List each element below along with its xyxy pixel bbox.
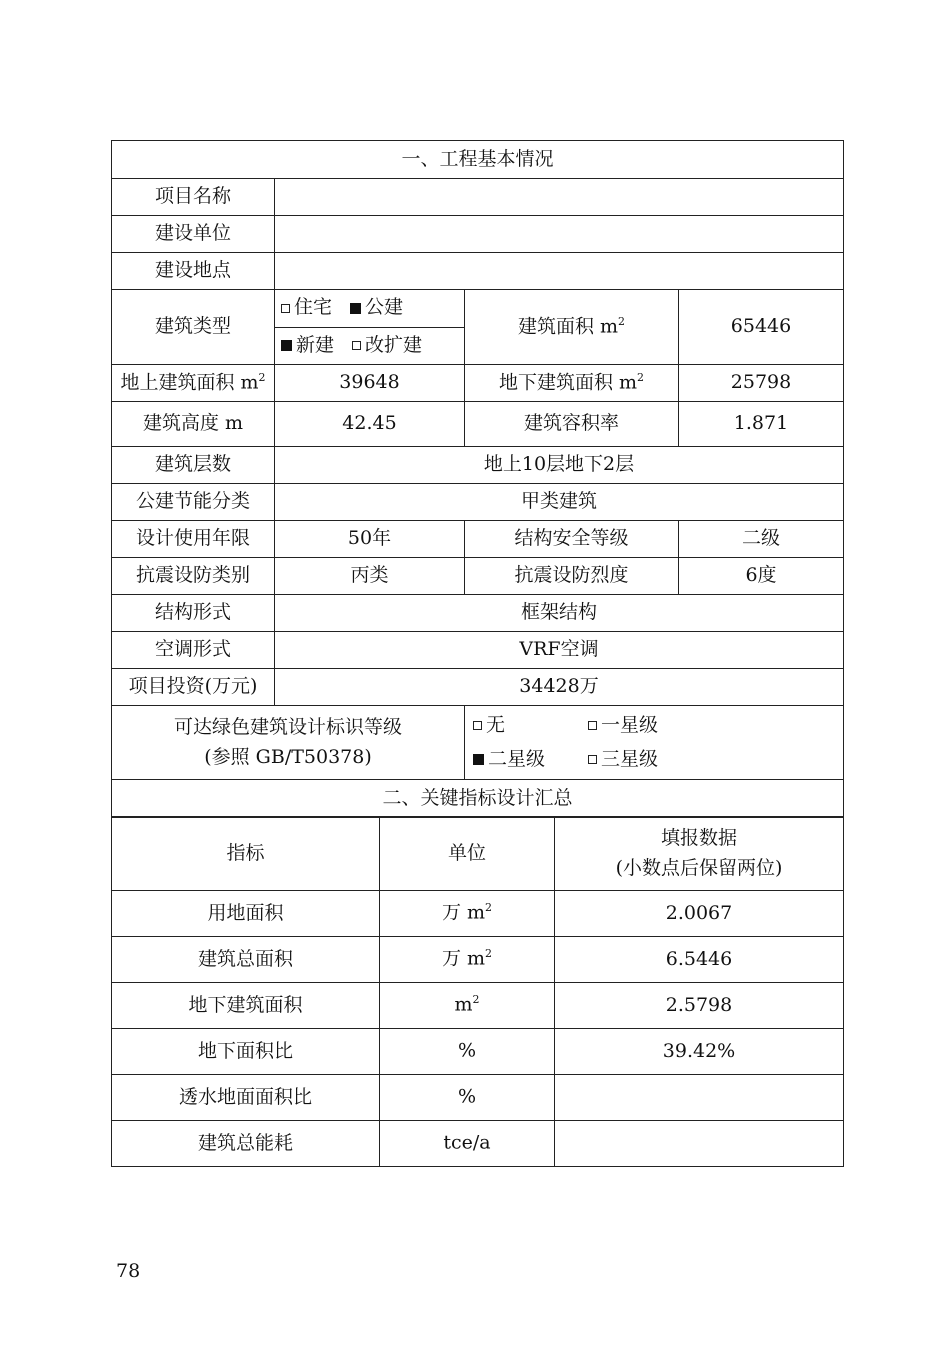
header-unit: 单位 <box>380 817 555 891</box>
value-cell: 39.42% <box>555 1029 844 1075</box>
basic-info-table <box>111 140 844 818</box>
builder-label: 建设单位 <box>112 216 275 253</box>
total-area-label: 建筑面积 $m^2$ <box>465 290 679 365</box>
indicator-cell: 建筑总面积 <box>112 937 380 983</box>
value-cell: 2.0067 <box>555 891 844 937</box>
page-number: 78 <box>116 1260 141 1282</box>
total-area-value: 65446 <box>679 290 844 365</box>
seismic-intensity-value: 6度 <box>679 558 844 595</box>
safety-grade-value: 二级 <box>679 521 844 558</box>
energy-class-label: 公建节能分类 <box>112 484 275 521</box>
option-two-star[interactable]: 二星级 <box>473 748 588 772</box>
option-none[interactable]: 无 <box>473 714 588 738</box>
hvac-value: VRF空调 <box>275 632 844 669</box>
design-life-label: 设计使用年限 <box>112 521 275 558</box>
table-row <box>112 1121 844 1167</box>
header-data: 填报数据 (小数点后保留两位) <box>555 817 844 891</box>
location-value <box>275 253 844 290</box>
builder-value <box>275 216 844 253</box>
safety-grade-label: 结构安全等级 <box>465 521 679 558</box>
key-indicators-table <box>111 816 844 1167</box>
checkbox-unchecked-icon[interactable] <box>281 304 290 313</box>
value-cell <box>555 1121 844 1167</box>
below-area-label: 地下建筑面积 $m^2$ <box>465 365 679 402</box>
green-rating-options <box>465 706 844 780</box>
seismic-category-label: 抗震设防类别 <box>112 558 275 595</box>
unit-cell: % <box>380 1075 555 1121</box>
investment-value: 34428万 <box>275 669 844 706</box>
structure-label: 结构形式 <box>112 595 275 632</box>
option-one-star[interactable]: 一星级 <box>588 714 708 738</box>
height-label: 建筑高度 m <box>112 402 275 447</box>
checkbox-unchecked-icon[interactable] <box>588 755 597 764</box>
indicator-cell: 透水地面面积比 <box>112 1075 380 1121</box>
option-renovation[interactable]: 改扩建 <box>352 334 422 358</box>
location-label: 建设地点 <box>112 253 275 290</box>
checkbox-unchecked-icon[interactable] <box>588 721 597 730</box>
option-residential[interactable]: 住宅 <box>281 296 332 320</box>
unit-cell: $m^2$ <box>380 983 555 1029</box>
investment-label: 项目投资(万元) <box>112 669 275 706</box>
table-row <box>112 937 844 983</box>
below-area-value: 25798 <box>679 365 844 402</box>
unit-cell: 万 $m^2$ <box>380 891 555 937</box>
indicator-cell: 用地面积 <box>112 891 380 937</box>
far-label: 建筑容积率 <box>465 402 679 447</box>
building-type-label: 建筑类型 <box>112 290 275 365</box>
structure-value: 框架结构 <box>275 595 844 632</box>
table-row <box>112 1029 844 1075</box>
checkbox-checked-icon[interactable] <box>350 303 361 314</box>
checkbox-checked-icon[interactable] <box>473 754 484 765</box>
floors-value: 地上10层地下2层 <box>275 447 844 484</box>
above-area-label: 地上建筑面积 $m^2$ <box>112 365 275 402</box>
table-row <box>112 891 844 937</box>
project-name-value <box>275 179 844 216</box>
table-row <box>112 983 844 1029</box>
building-type-options <box>275 290 465 365</box>
header-indicator: 指标 <box>112 817 380 891</box>
section1-title: 一、工程基本情况 <box>112 141 844 179</box>
option-three-star[interactable]: 三星级 <box>588 748 708 772</box>
value-cell <box>555 1075 844 1121</box>
table-row <box>112 1075 844 1121</box>
unit-cell: 万 $m^2$ <box>380 937 555 983</box>
section2-title: 二、关键指标设计汇总 <box>112 780 844 818</box>
unit-cell: % <box>380 1029 555 1075</box>
floors-label: 建筑层数 <box>112 447 275 484</box>
indicator-cell: 地下面积比 <box>112 1029 380 1075</box>
value-cell: 2.5798 <box>555 983 844 1029</box>
green-rating-label: 可达绿色建筑设计标识等级 (参照 GB/T50378) <box>112 706 465 780</box>
checkbox-checked-icon[interactable] <box>281 340 292 351</box>
option-new[interactable]: 新建 <box>281 334 334 358</box>
height-value: 42.45 <box>275 402 465 447</box>
far-value: 1.871 <box>679 402 844 447</box>
indicator-cell: 地下建筑面积 <box>112 983 380 1029</box>
checkbox-unchecked-icon[interactable] <box>352 341 361 350</box>
seismic-category-value: 丙类 <box>275 558 465 595</box>
above-area-value: 39648 <box>275 365 465 402</box>
option-public[interactable]: 公建 <box>350 296 403 320</box>
value-cell: 6.5446 <box>555 937 844 983</box>
energy-class-value: 甲类建筑 <box>275 484 844 521</box>
hvac-label: 空调形式 <box>112 632 275 669</box>
indicator-cell: 建筑总能耗 <box>112 1121 380 1167</box>
project-name-label: 项目名称 <box>112 179 275 216</box>
checkbox-unchecked-icon[interactable] <box>473 721 482 730</box>
unit-cell: tce/a <box>380 1121 555 1167</box>
seismic-intensity-label: 抗震设防烈度 <box>465 558 679 595</box>
design-life-value: 50年 <box>275 521 465 558</box>
